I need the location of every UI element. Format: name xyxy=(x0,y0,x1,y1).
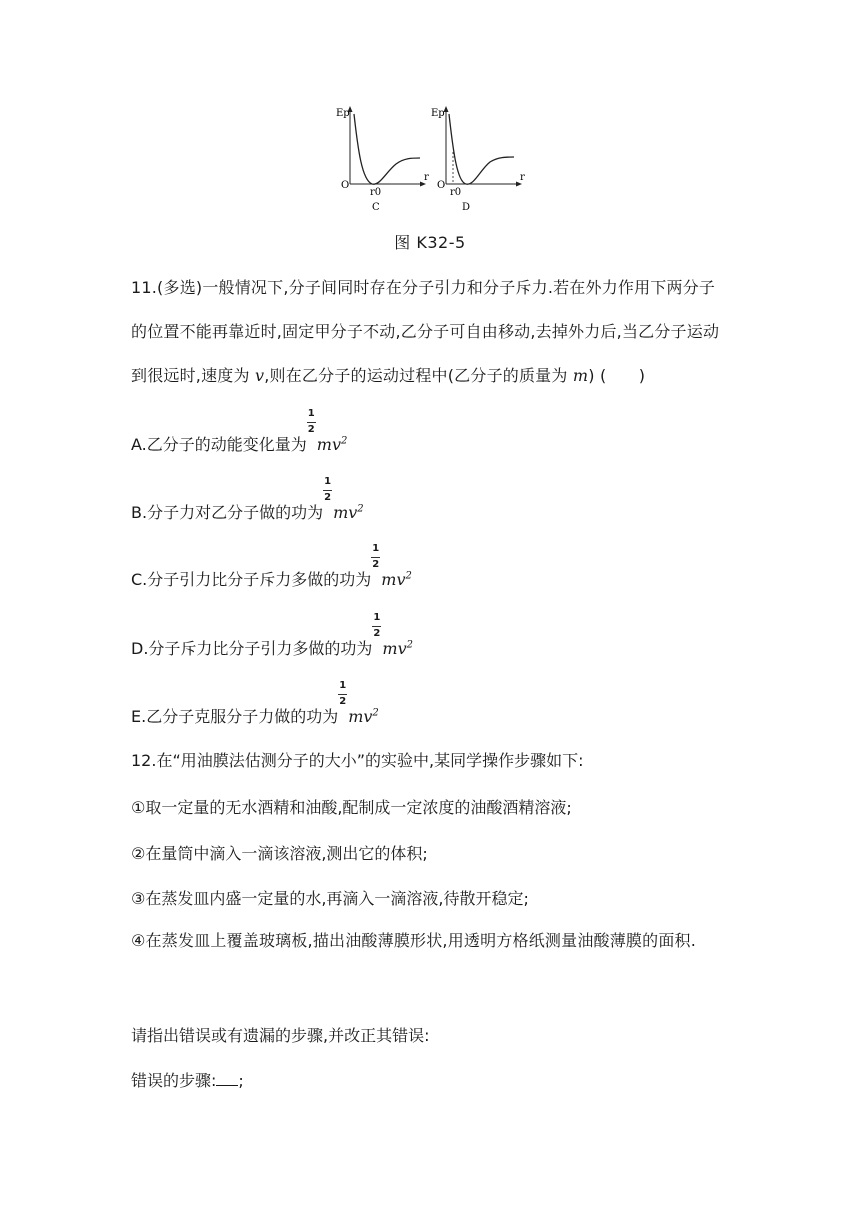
panel-c-tick: r0 xyxy=(370,187,382,198)
step-2: ②在量筒中滴入一滴该溶液,测出它的体积; xyxy=(131,844,428,863)
option-e: E.乙分子克服分子力做的功为 $\frac{1}{2}$ $mv^2$ xyxy=(131,680,379,726)
step-4: ④在蒸发皿上覆盖玻璃板,描出油酸薄膜形状,用透明方格纸测量油酸薄膜的面积. xyxy=(131,931,697,950)
fraction-half: $\frac{1}{2}$ xyxy=(307,408,315,435)
step-3: ③在蒸发皿内盛一定量的水,再滴入一滴溶液,待散开稳定; xyxy=(131,889,529,908)
step-1: ①取一定量的无水酒精和油酸,配制成一定浓度的油酸酒精溶液; xyxy=(131,798,572,817)
instruction: 请指出错误或有遗漏的步骤,并改正其错误: xyxy=(131,1026,430,1045)
panel-d-label: D xyxy=(462,202,471,213)
panel-d-origin: O xyxy=(437,180,446,191)
panel-d xyxy=(431,106,525,213)
question-11-stem: 11.(多选)一般情况下,分子间同时存在分子引力和分子斥力.若在外力作用下两分子的位置不能再靠近时,固定甲分子不动,乙分子可自由移动,去掉外力后,当乙分子运动到很远时,速度为 v,则在乙分子的运动过程中(乙分子的质量为 m) ( ) xyxy=(131,278,720,385)
fraction-half: $\frac{1}{2}$ xyxy=(339,680,347,707)
question-12-title: 12.在“用油膜法估测分子的大小”的实验中,某同学操作步骤如下: xyxy=(131,751,584,770)
option-a: A.乙分子的动能变化量为 $\frac{1}{2}$ $mv^2$ xyxy=(131,408,348,454)
panel-c-x-label: r xyxy=(424,172,429,183)
answer-blank[interactable] xyxy=(216,1071,238,1086)
fraction-half: $\frac{1}{2}$ xyxy=(372,543,380,570)
panel-c-y-label: Ep xyxy=(336,108,350,119)
panel-d-tick: r0 xyxy=(450,187,462,198)
option-d: D.分子斥力比分子引力多做的功为 $\frac{1}{2}$ $mv^2$ xyxy=(131,612,414,658)
wrong-step-answer: 错误的步骤: ; xyxy=(131,1071,244,1090)
panel-c-label: C xyxy=(372,202,380,213)
fraction-half: $\frac{1}{2}$ xyxy=(373,612,381,639)
option-b: B.分子力对乙分子做的功为 $\frac{1}{2}$ $mv^2$ xyxy=(131,476,364,522)
fraction-half: $\frac{1}{2}$ xyxy=(324,476,332,503)
panel-c xyxy=(336,106,429,213)
figure-caption: 图 K32-5 xyxy=(394,233,466,252)
potential-energy-figure xyxy=(330,100,530,220)
panel-c-origin: O xyxy=(341,180,350,191)
option-c: C.分子引力比分子斥力多做的功为 $\frac{1}{2}$ $mv^2$ xyxy=(131,543,412,589)
panel-d-y-label: Ep xyxy=(431,108,445,119)
panel-d-x-label: r xyxy=(520,172,525,183)
